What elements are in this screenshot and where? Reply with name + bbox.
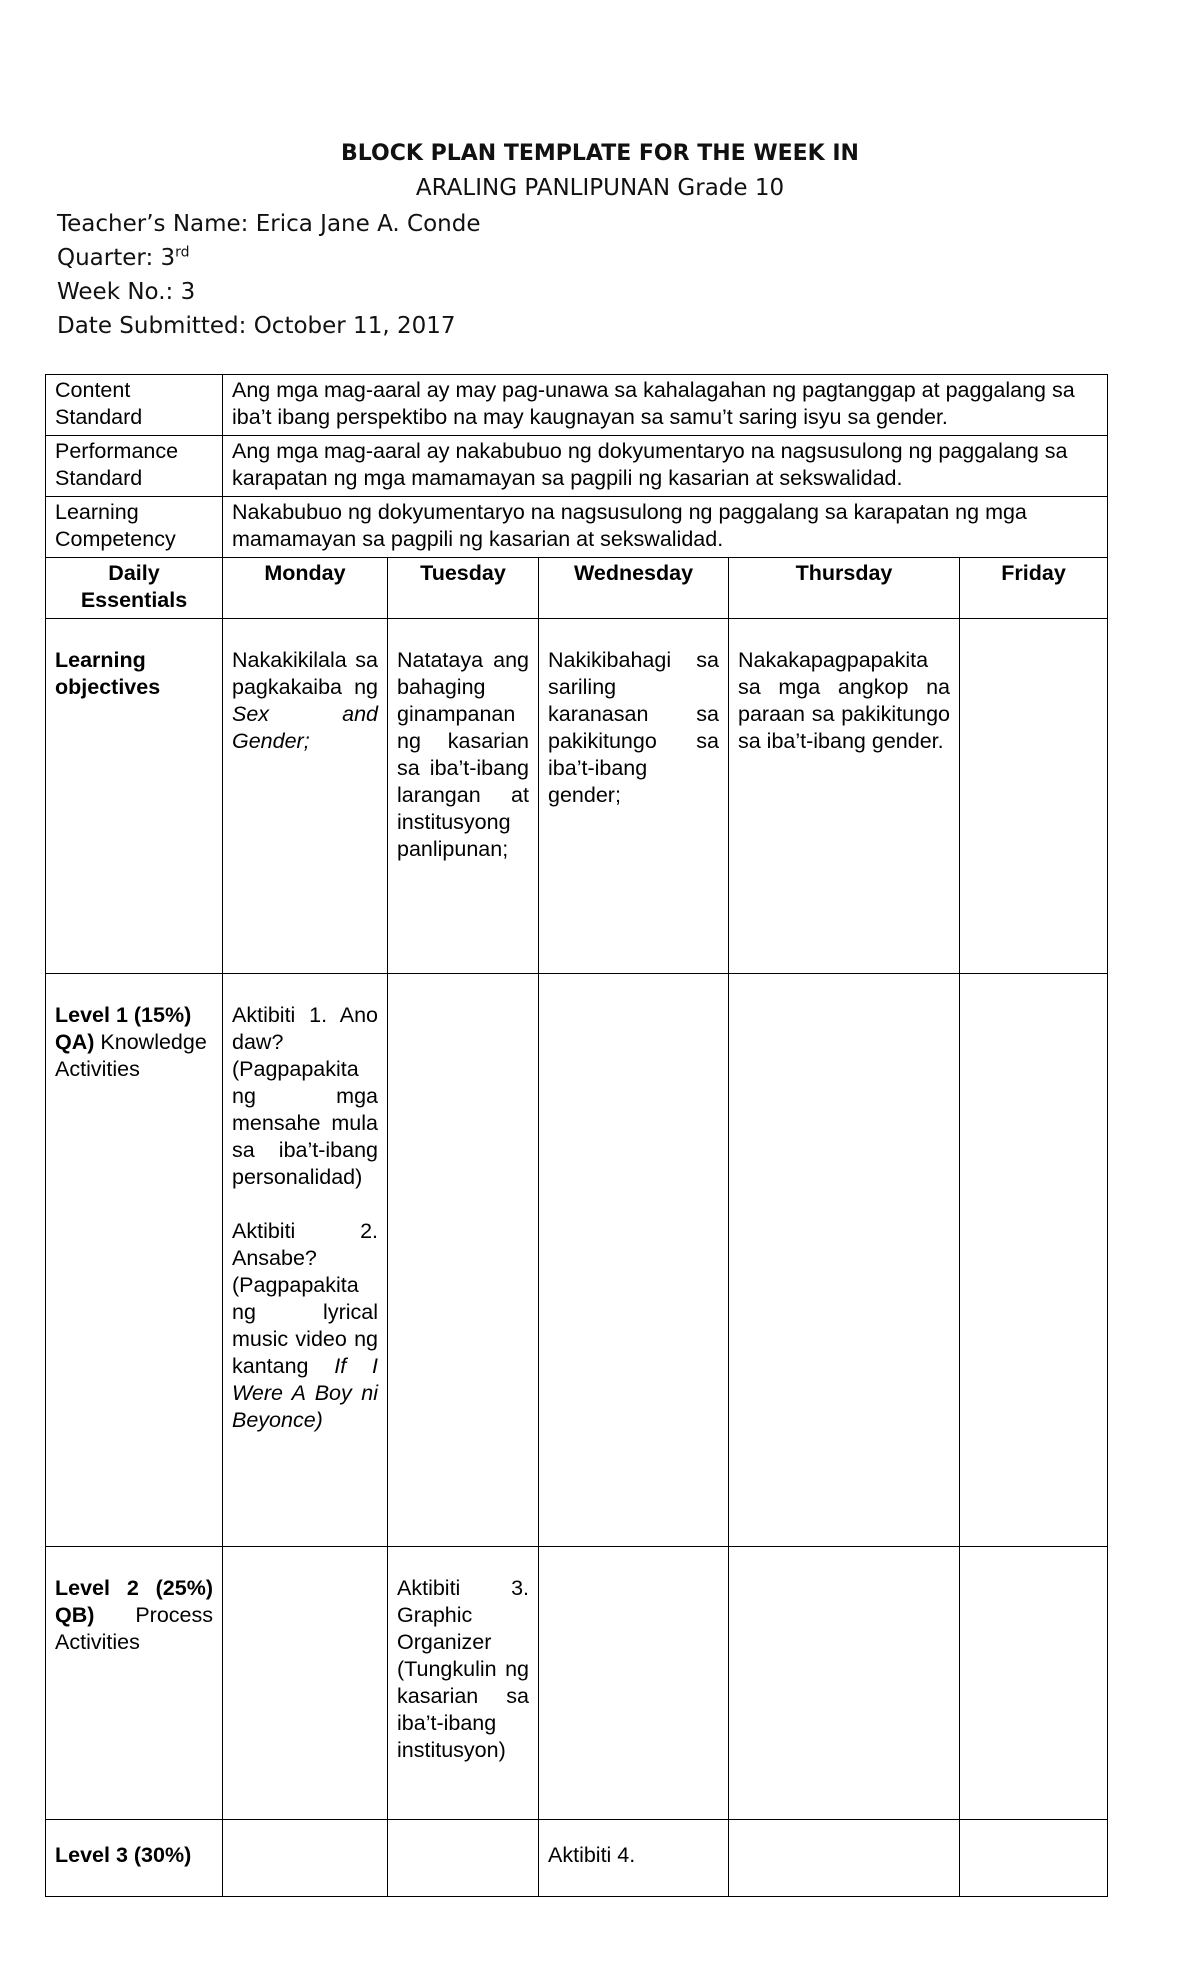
content-standard-label: Content Standard bbox=[46, 375, 223, 436]
level2-friday bbox=[960, 1547, 1108, 1820]
standard-row-content bbox=[46, 375, 1108, 436]
objectives-row bbox=[46, 619, 1108, 974]
header-daily-essentials: Daily Essentials bbox=[46, 558, 223, 619]
level2-tuesday: Aktibiti 3. Graphic Organizer (Tungkulin ng kasarian sa iba’t-ibang institusyon) bbox=[388, 1547, 539, 1820]
header-tuesday: Tuesday bbox=[388, 558, 539, 619]
level3-wednesday bbox=[539, 1820, 729, 1897]
standard-row-performance bbox=[46, 436, 1108, 497]
level3-friday bbox=[960, 1820, 1108, 1897]
objective-friday bbox=[960, 619, 1108, 974]
level3-label bbox=[46, 1820, 223, 1897]
week-number: Week No.: 3 bbox=[57, 279, 196, 305]
header-wednesday: Wednesday bbox=[539, 558, 729, 619]
quarter-label: Quarter: 3 bbox=[57, 245, 176, 271]
level1-friday bbox=[960, 974, 1108, 1547]
standard-row-competency bbox=[46, 497, 1108, 558]
performance-standard-text: Ang mga mag-aaral ay nakabubuo ng dokyumentaryo na nagsusulong ng paggalang sa karapatan ng mga mamamayan sa pagpili ng kasarian at sekswalidad. bbox=[223, 436, 1108, 497]
header-thursday: Thursday bbox=[729, 558, 960, 619]
level3-thursday bbox=[729, 1820, 960, 1897]
level1-tuesday bbox=[388, 974, 539, 1547]
document-subtitle: ARALING PANLIPUNAN Grade 10 bbox=[415, 175, 785, 201]
level2-label-rest: Process Activities bbox=[55, 1603, 213, 1654]
level3-wednesday-text: Aktibiti 4. bbox=[548, 1843, 636, 1867]
level2-thursday bbox=[729, 1547, 960, 1820]
learning-competency-text: Nakabubuo ng dokyumentaryo na nagsusulong ng paggalang sa karapatan ng mga mamamayan sa pagpili ng kasarian at sekswalidad. bbox=[223, 497, 1108, 558]
level3-wednesday-content bbox=[548, 1842, 719, 1869]
level1-label bbox=[46, 974, 223, 1547]
content-standard-text: Ang mga mag-aaral ay may pag-unawa sa kahalagahan ng pagtanggap at paggalang sa iba’t ibang perspektibo na may kaugnayan sa samu’t saring isyu sa gender. bbox=[223, 375, 1108, 436]
level1-row bbox=[46, 974, 1108, 1547]
block-plan-table bbox=[45, 374, 1108, 1897]
objective-monday-italic: Sex and Gender; bbox=[232, 702, 378, 753]
learning-competency-label: Learning Competency bbox=[46, 497, 223, 558]
level3-monday bbox=[223, 1820, 388, 1897]
level1-thursday bbox=[729, 974, 960, 1547]
days-header-row bbox=[46, 558, 1108, 619]
objective-monday bbox=[223, 619, 388, 974]
objective-tuesday: Natataya ang bahaging ginampanan ng kasarian sa iba’t-ibang larangan at institusyong panlipunan; bbox=[388, 619, 539, 974]
quarter-suffix: rd bbox=[175, 244, 190, 261]
performance-standard-label: Performance Standard bbox=[46, 436, 223, 497]
objective-wednesday: Nakikibahagi sa sariling karanasan sa pakikitungo sa iba’t-ibang gender; bbox=[539, 619, 729, 974]
level1-monday bbox=[223, 974, 388, 1547]
level2-wednesday bbox=[539, 1547, 729, 1820]
objective-thursday: Nakakapagpapakita sa mga angkop na paraan sa pakikitungo sa iba’t-ibang gender. bbox=[729, 619, 960, 974]
objective-monday-text: Nakakikilala sa pagkakaiba ng bbox=[232, 648, 378, 699]
quarter-line bbox=[57, 245, 190, 271]
level3-tuesday bbox=[388, 1820, 539, 1897]
header-monday: Monday bbox=[223, 558, 388, 619]
level3-label-bold: Level 3 (30%) bbox=[55, 1843, 192, 1867]
level2-label-bold: Level 2 (25%) QB) bbox=[55, 1576, 213, 1627]
document-title: BLOCK PLAN TEMPLATE FOR THE WEEK IN bbox=[341, 141, 859, 166]
level1-label-rest: Knowledge Activities bbox=[55, 1030, 207, 1081]
objectives-label: Learning objectives bbox=[46, 619, 223, 974]
date-submitted: Date Submitted: October 11, 2017 bbox=[57, 313, 456, 339]
level1-wednesday bbox=[539, 974, 729, 1547]
level3-row bbox=[46, 1820, 1108, 1897]
teacher-name: Teacher’s Name: Erica Jane A. Conde bbox=[57, 211, 481, 237]
level2-label bbox=[46, 1547, 223, 1820]
level1-activity-2-italic: If I Were A Boy ni Beyonce) bbox=[232, 1354, 378, 1432]
level1-activity-1: Aktibiti 1. Ano daw? (Pagpapakita ng mga mensahe mula sa iba’t-ibang personalidad) bbox=[232, 1003, 378, 1189]
level1-activity-2: Aktibiti 2. Ansabe? (Pagpapakita ng lyrical music video ng kantang bbox=[232, 1219, 378, 1378]
level2-row bbox=[46, 1547, 1108, 1820]
level2-monday bbox=[223, 1547, 388, 1820]
level1-label-bold: Level 1 (15%) QA) bbox=[55, 1003, 192, 1054]
header-friday: Friday bbox=[960, 558, 1108, 619]
